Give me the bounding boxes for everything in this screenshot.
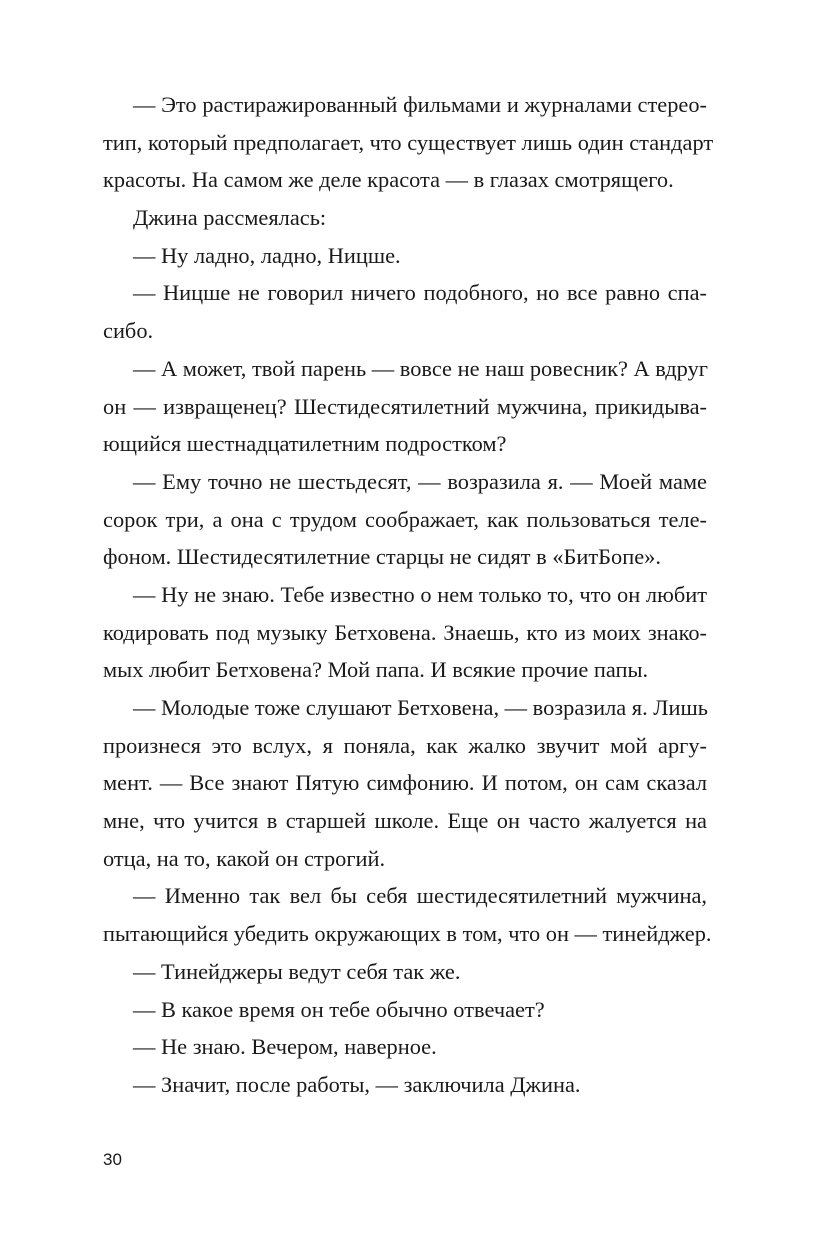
- text-line: мых любит Бетховена? Мой папа. И всякие прочие папы.: [103, 657, 649, 683]
- text-line: — В какое время он тебе обычно отвечает?: [133, 996, 545, 1022]
- text-line: сорок три, а она с трудом соображает, как пользоваться теле-: [103, 506, 707, 532]
- paragraph: [103, 199, 707, 237]
- paragraph: [103, 86, 714, 199]
- text-line: — Молодые тоже слушают Бетховена, — возразила я. Лишь: [133, 695, 708, 720]
- text-line: — Именно так вел бы себя шестидесятилетний мужчина,: [133, 883, 707, 909]
- paragraph: [103, 689, 707, 877]
- text-line: ющийся шестнадцатилетним подростком?: [103, 431, 507, 457]
- paragraph: [103, 953, 707, 991]
- paragraph: [103, 274, 707, 349]
- paragraph: [103, 877, 712, 952]
- paragraph: [103, 991, 707, 1029]
- text-line: — Ницше не говорил ничего подобного, но все равно спа-: [133, 280, 707, 306]
- text-line: тип, который предполагает, что существует лишь один стандарт: [103, 129, 714, 155]
- text-line: — Ну не знаю. Тебе известно о нем только то, что он любит: [133, 581, 707, 607]
- text-line: отца, на то, какой он строгий.: [103, 845, 386, 871]
- text-line: фоном. Шестидесятилетние старцы не сидят в «БитБопе».: [103, 544, 661, 570]
- text-line: — Ему точно не шестьдесят, — возразила я. — Моей маме: [133, 468, 707, 494]
- text-line: мент. — Все знают Пятую симфонию. И потом, он сам сказал: [103, 770, 707, 796]
- paragraph: [103, 237, 707, 275]
- text-line: пытающийся убедить окружающих в том, что он — тинейджер.: [103, 921, 712, 947]
- text-line: — Не знаю. Вечером, наверное.: [133, 1034, 437, 1060]
- text-line: Джина рассмеялась:: [133, 205, 327, 231]
- text-line: — А может, твой парень — вовсе не наш ровесник? А вдруг: [133, 355, 708, 381]
- text-line: красоты. На самом же деле красота — в глазах смотрящего.: [103, 167, 674, 193]
- text-line: — Значит, после работы, — заключила Джина.: [133, 1071, 581, 1097]
- text-line: мне, что учится в старшей школе. Еще он часто жалуется на: [103, 808, 707, 834]
- paragraph: [103, 350, 707, 463]
- page-body: [103, 86, 714, 1104]
- paragraph: [103, 576, 707, 689]
- text-line: кодировать под музыку Бетховена. Знаешь, кто из моих знако-: [103, 619, 707, 645]
- text-line: произнеся это вслух, я поняла, как жалко звучит мой аргу-: [103, 732, 707, 758]
- text-line: сибо.: [103, 318, 154, 344]
- page-number: 30: [103, 1150, 122, 1169]
- text-line: — Это растиражированный фильмами и журналами стерео-: [133, 92, 707, 117]
- paragraph: [103, 463, 707, 576]
- paragraph: [103, 1066, 707, 1104]
- text-line: — Тинейджеры ведут себя так же.: [133, 958, 461, 984]
- text-line: он — извращенец? Шестидесятилетний мужчина, прикидыва-: [103, 393, 707, 419]
- text-line: — Ну ладно, ладно, Ницше.: [133, 242, 401, 268]
- paragraph: [103, 1028, 707, 1066]
